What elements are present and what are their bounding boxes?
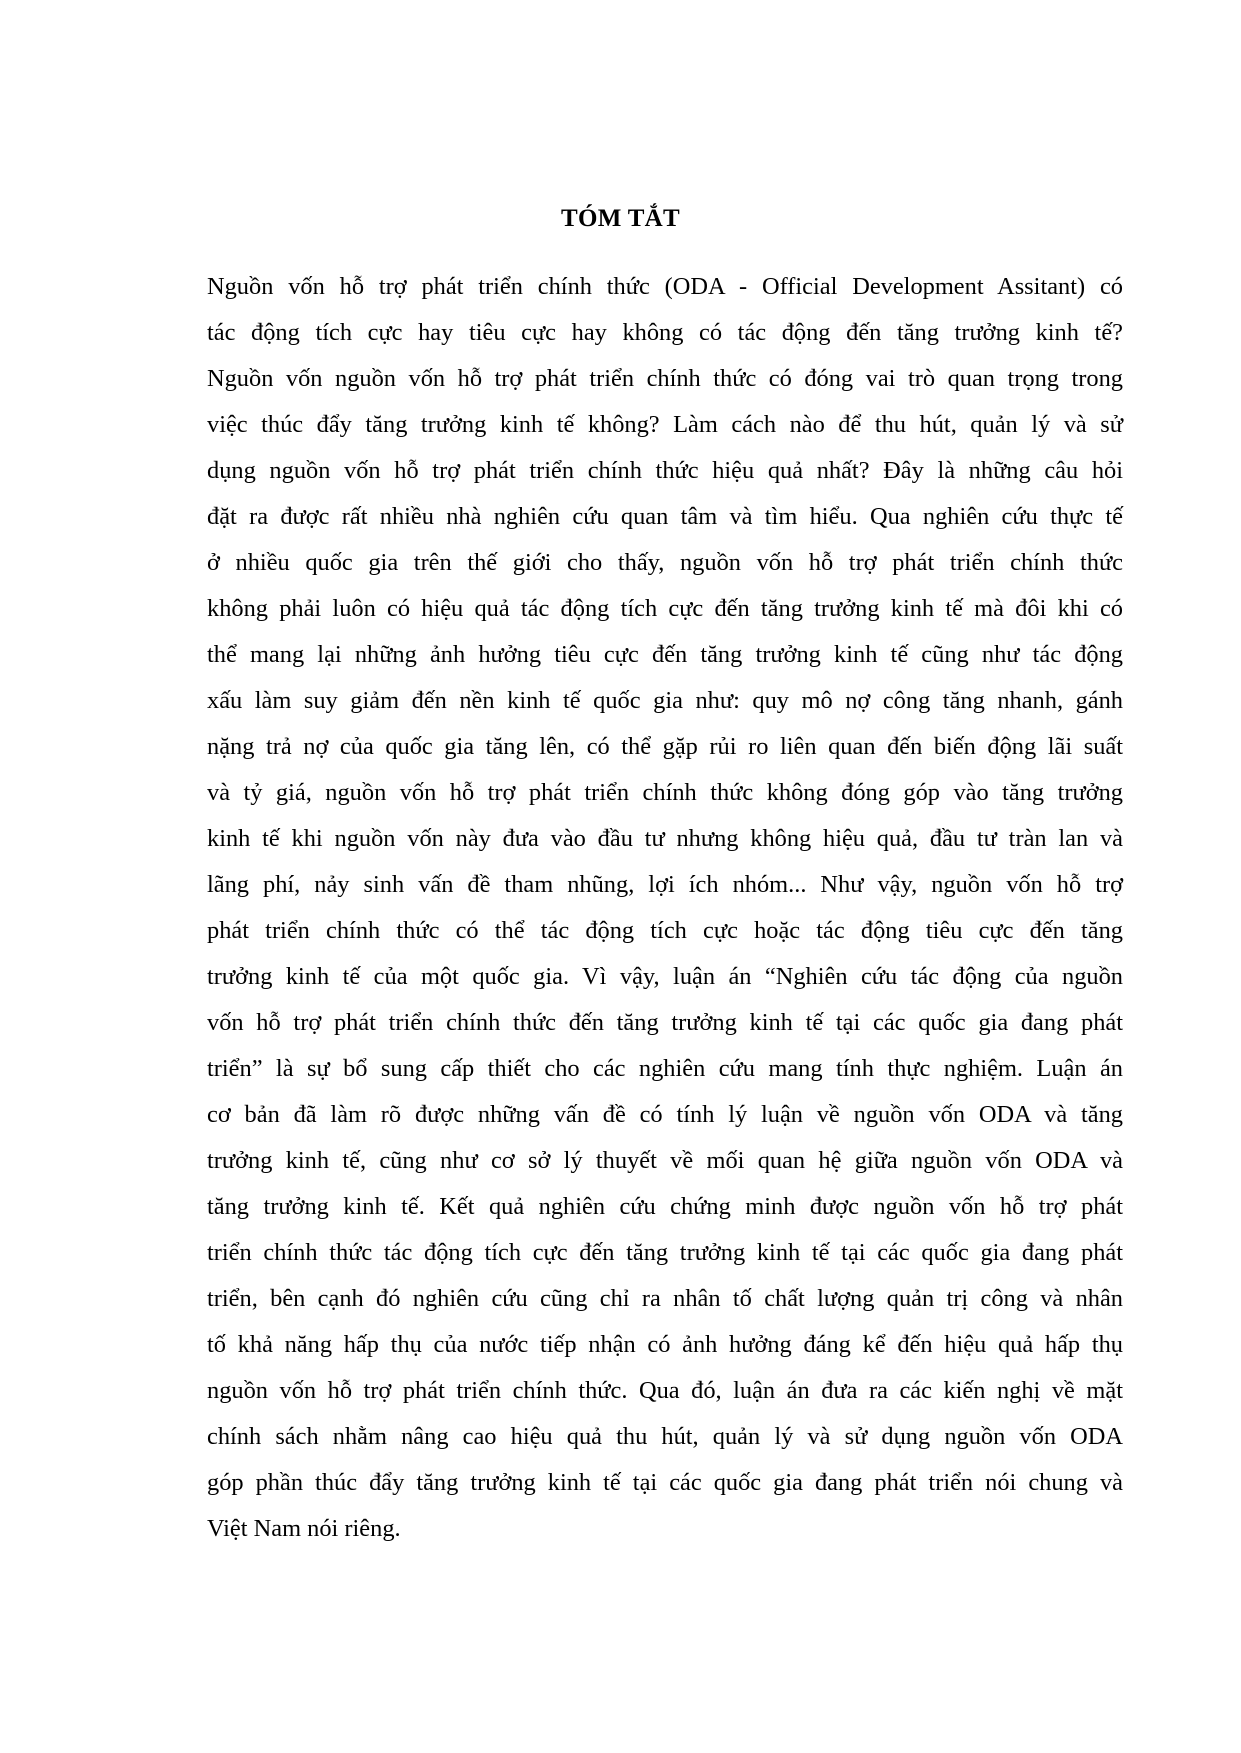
abstract-line: Việt Nam nói riêng. (207, 1515, 401, 1542)
abstract-line: triển” là sự bổ sung cấp thiết cho các nghiên cứu mang tính thực nghiệm. Luận án (207, 1055, 1123, 1082)
abstract-line: vốn hỗ trợ phát triển chính thức đến tăng trưởng kinh tế tại các quốc gia đang phát (207, 1009, 1123, 1036)
abstract-line: tố khả năng hấp thụ của nước tiếp nhận có ảnh hưởng đáng kể đến hiệu quả hấp thụ (207, 1331, 1123, 1358)
abstract-line: Nguồn vốn nguồn vốn hỗ trợ phát triển chính thức có đóng vai trò quan trọng trong (207, 365, 1123, 392)
abstract-line: cơ bản đã làm rõ được những vấn đề có tính lý luận về nguồn vốn ODA và tăng (207, 1101, 1123, 1128)
abstract-line: lãng phí, nảy sinh vấn đề tham nhũng, lợi ích nhóm... Như vậy, nguồn vốn hỗ trợ (207, 871, 1123, 898)
abstract-line: triển, bên cạnh đó nghiên cứu cũng chỉ ra nhân tố chất lượng quản trị công và nhân (207, 1285, 1123, 1312)
abstract-line: kinh tế khi nguồn vốn này đưa vào đầu tư nhưng không hiệu quả, đầu tư tràn lan và (207, 825, 1123, 852)
page-title: TÓM TẮT (560, 205, 681, 232)
abstract-line: đặt ra được rất nhiều nhà nghiên cứu quan tâm và tìm hiểu. Qua nghiên cứu thực tế (207, 503, 1123, 530)
abstract-line: trưởng kinh tế, cũng như cơ sở lý thuyết về mối quan hệ giữa nguồn vốn ODA và (207, 1147, 1123, 1174)
abstract-line: xấu làm suy giảm đến nền kinh tế quốc gia như: quy mô nợ công tăng nhanh, gánh (207, 687, 1123, 714)
abstract-line: tác động tích cực hay tiêu cực hay không có tác động đến tăng trưởng kinh tế? (207, 319, 1123, 346)
abstract-line: nặng trả nợ của quốc gia tăng lên, có thể gặp rủi ro liên quan đến biến động lãi suất (207, 733, 1123, 760)
abstract-line: Nguồn vốn hỗ trợ phát triển chính thức (ODA - Official Development Assitant) có (207, 273, 1123, 300)
abstract-line: dụng nguồn vốn hỗ trợ phát triển chính thức hiệu quả nhất? Đây là những câu hỏi (207, 457, 1123, 484)
abstract-line: tăng trưởng kinh tế. Kết quả nghiên cứu chứng minh được nguồn vốn hỗ trợ phát (207, 1193, 1123, 1220)
abstract-line: triển chính thức tác động tích cực đến tăng trưởng kinh tế tại các quốc gia đang phát (207, 1239, 1123, 1266)
abstract-line: việc thúc đẩy tăng trưởng kinh tế không? Làm cách nào để thu hút, quản lý và sử (207, 411, 1123, 438)
abstract-line: ở nhiều quốc gia trên thế giới cho thấy, nguồn vốn hỗ trợ phát triển chính thức (207, 549, 1123, 576)
abstract-line: không phải luôn có hiệu quả tác động tích cực đến tăng trưởng kinh tế mà đôi khi có (207, 595, 1123, 622)
abstract-line: thể mang lại những ảnh hưởng tiêu cực đến tăng trưởng kinh tế cũng như tác động (207, 641, 1123, 668)
abstract-line: góp phần thúc đẩy tăng trưởng kinh tế tại các quốc gia đang phát triển nói chung và (207, 1469, 1123, 1496)
abstract-line: trưởng kinh tế của một quốc gia. Vì vậy, luận án “Nghiên cứu tác động của nguồn (207, 963, 1123, 990)
abstract-line: chính sách nhằm nâng cao hiệu quả thu hút, quản lý và sử dụng nguồn vốn ODA (207, 1423, 1123, 1450)
abstract-line: nguồn vốn hỗ trợ phát triển chính thức. Qua đó, luận án đưa ra các kiến nghị về mặt (207, 1377, 1123, 1404)
abstract-line: và tỷ giá, nguồn vốn hỗ trợ phát triển chính thức không đóng góp vào tăng trưởng (207, 779, 1123, 806)
abstract-line: phát triển chính thức có thể tác động tích cực hoặc tác động tiêu cực đến tăng (207, 917, 1123, 944)
